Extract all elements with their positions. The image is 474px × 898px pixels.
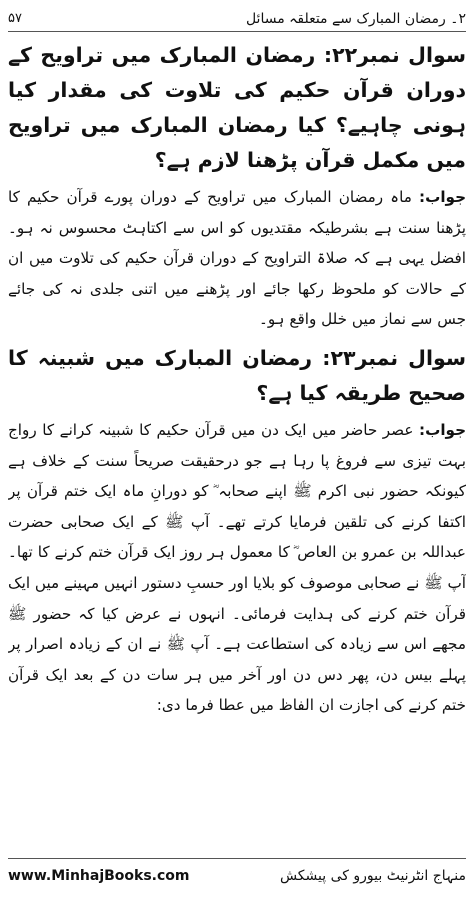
- answer-23: [8, 415, 466, 721]
- website-link[interactable]: www.MinhajBooks.com: [8, 867, 190, 884]
- publisher-credit: منہاج انٹرنیٹ بیورو کی پیشکش: [279, 867, 466, 884]
- question-23: [8, 341, 466, 411]
- answer-23-text: عصر حاضر میں ایک دن میں قرآن حکیم کا شبینہ کرانے کا رواج بہت تیزی سے فروغ پا رہا ہے جو درحقیقت صریحاً سنت کے خلاف ہے کیونکہ حضور نبی اکرم ﷺ اپنے صحابہ ؓ کو دورانِ ماہ ایک ختم قرآن پر اکتفا کرنے کی تلقین فرمایا کرتے تھے۔ آپ ﷺ کے ایک صحابی حضرت عبداللہ بن عمرو بن العاص ؓ کا معمول ہر روز ایک قرآن ختم کرنے کا تھا۔ آپ ﷺ نے صحابی موصوف کو بلایا اور حسبِ دستور انہیں مہینے میں ایک قرآن ختم کرنے کی ہدایت فرمائی۔ انہوں نے عرض کیا کہ حضور ﷺ مجھے اس سے زیادہ کی استطاعت ہے۔ آپ ﷺ نے ان کے زیادہ اصرار پر پہلے بیس دن، پھر دس دن اور آخر میں ہر سات دن کے بعد ایک قرآن ختم کرنے کی اجازت ان الفاظ میں عطا فرما دی:: [8, 420, 466, 715]
- question-23-text: رمضان المبارک میں شبینہ کا صحیح طریقہ کیا ہے؟: [8, 345, 466, 405]
- question-22: [8, 38, 466, 178]
- page-header: [8, 6, 466, 32]
- question-23-label: سوال نمبر۲۳:: [322, 345, 466, 370]
- chapter-title: ۲۔ رمضان المبارک سے متعلقہ مسائل: [245, 10, 466, 27]
- page-footer: [8, 858, 466, 892]
- answer-22: [8, 182, 466, 335]
- question-22-label: سوال نمبر۲۲:: [323, 43, 466, 67]
- question-22-text: رمضان المبارک میں تراویح کے دوران قرآن حکیم کی تلاوت کی مقدار کیا ہونی چاہیے؟ کیا رمضان المبارک میں تراویح میں مکمل قرآن پڑھنا لازم ہے؟: [8, 43, 466, 172]
- answer-23-label: جواب:: [419, 420, 466, 439]
- page-number: ۵۷: [8, 11, 22, 26]
- answer-22-label: جواب:: [419, 188, 466, 206]
- page-content: [8, 38, 466, 852]
- answer-22-text: ماہ رمضان المبارک میں تراویح کے دوران پورے قرآن حکیم کا پڑھنا سنت ہے بشرطیکہ مقتدیوں کو اس سے اکتاہٹ محسوس نہ ہو۔ افضل یہی ہے کہ صلاۃ التراویح کے دوران قرآن حکیم کی تلاوت میں ان کے حالات کو ملحوظ رکھا جائے اور پڑھنے میں اتنی جلدی نہ کی جائے جس سے نماز میں خلل واقع ہو۔: [8, 188, 466, 329]
